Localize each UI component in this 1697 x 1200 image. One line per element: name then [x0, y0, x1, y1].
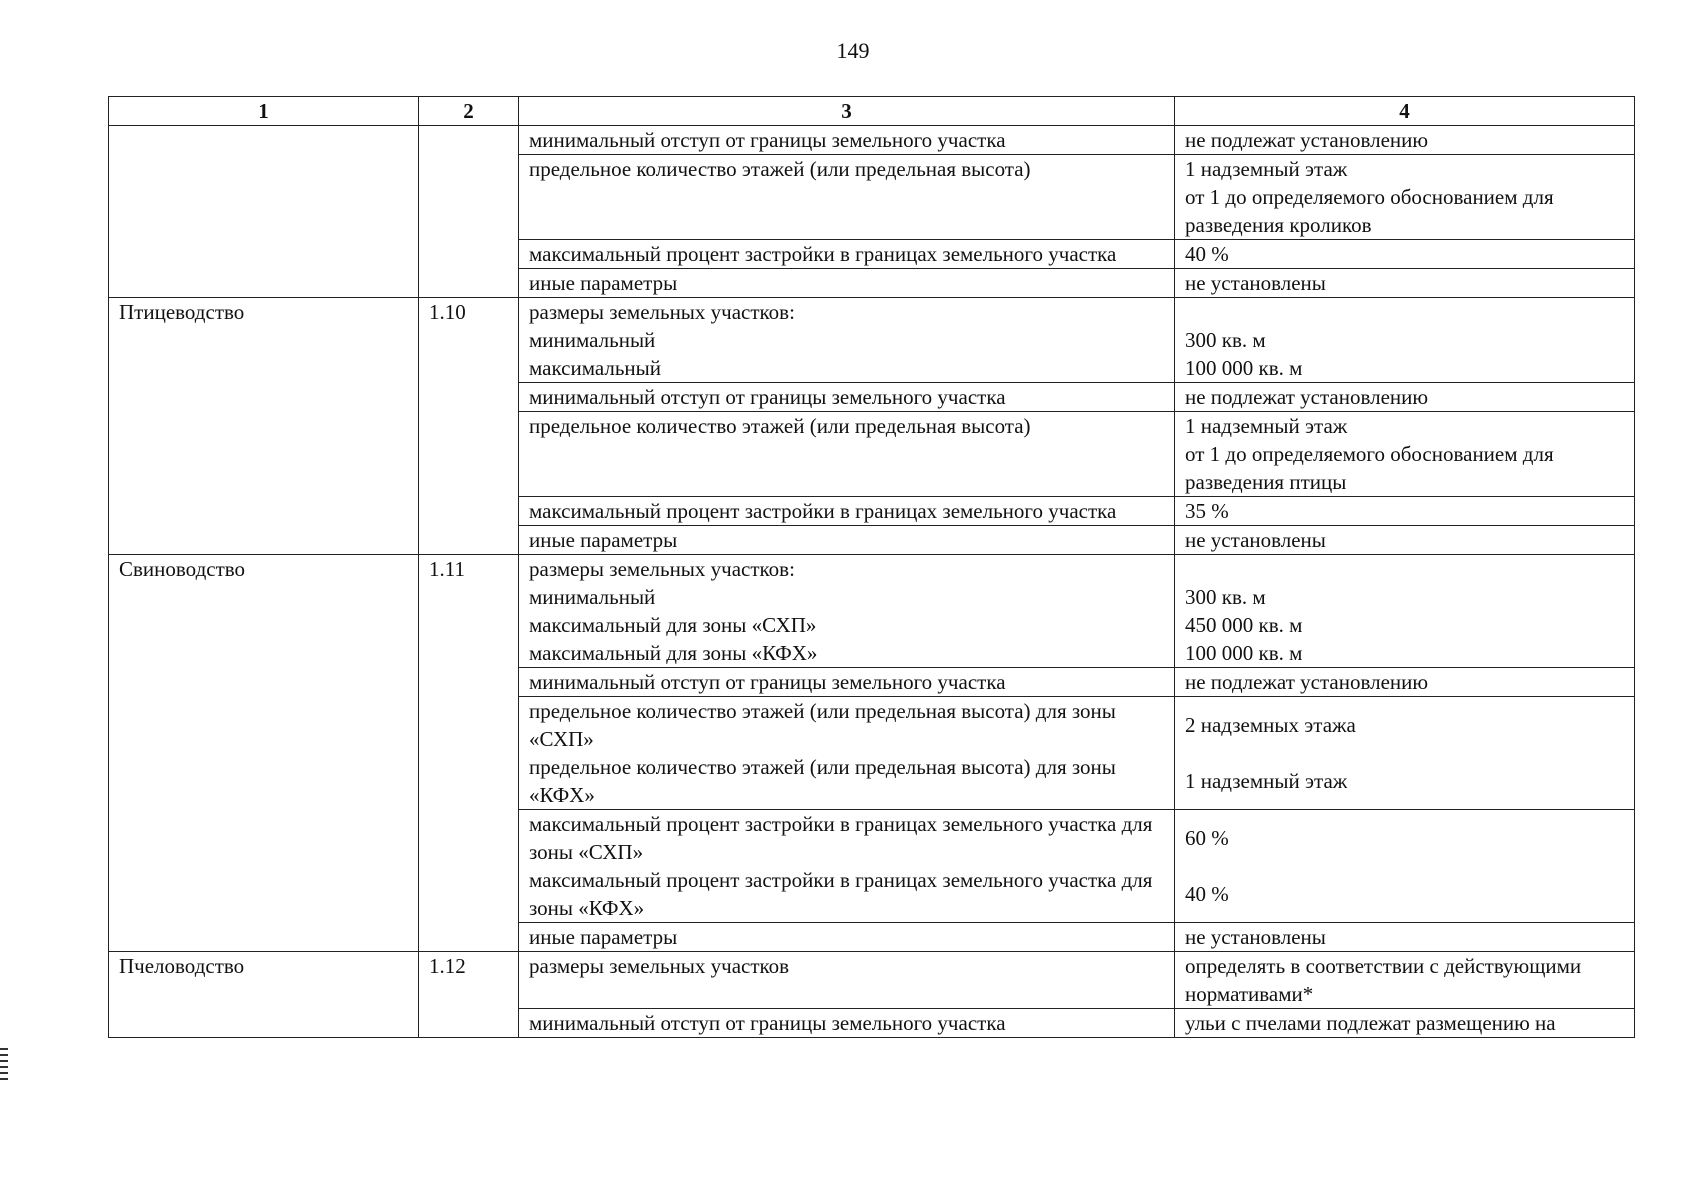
param-cell [519, 1009, 1175, 1038]
param-cell [519, 298, 1175, 383]
param-cell [519, 126, 1175, 155]
value-cell [1175, 697, 1635, 810]
value-text: не подлежат установлению [1185, 128, 1429, 152]
param-text: размеры земельных участков: [529, 557, 795, 581]
value-text: 300 кв. м [1185, 328, 1266, 352]
param-text: минимальный отступ от границы земельного участка [529, 1011, 1006, 1035]
value-text: 450 000 кв. м [1185, 613, 1303, 637]
param-text: предельное количество этажей (или предельная высота) для зоны «КФХ» [529, 755, 1116, 807]
value-cell [1175, 269, 1635, 298]
param-text: максимальный процент застройки в границах земельного участка для зоны «СХП» [529, 812, 1153, 864]
param-text: максимальный для зоны «КФХ» [529, 641, 818, 665]
value-cell [1175, 155, 1635, 240]
param-cell [519, 412, 1175, 497]
header-col-3: 3 [519, 97, 1175, 126]
land-use-code: 1.10 [429, 300, 466, 324]
param-text: максимальный процент застройки в границах земельного участка [529, 499, 1117, 523]
scan-margin-marks [0, 1048, 10, 1178]
param-cell [519, 668, 1175, 697]
table-row [109, 555, 1635, 668]
param-text: иные параметры [529, 528, 678, 552]
regulations-table [108, 96, 1635, 1038]
param-text: максимальный для зоны «СХП» [529, 613, 817, 637]
value-text: 1 надземный этаж [1185, 414, 1348, 438]
value-text: 35 % [1185, 499, 1229, 523]
land-use-name: Птицеводство [119, 300, 245, 324]
value-text: не установлены [1185, 271, 1326, 295]
value-cell [1175, 952, 1635, 1009]
param-text: максимальный процент застройки в границах земельного участка [529, 242, 1117, 266]
value-text: 40 % [1185, 242, 1229, 266]
value-cell [1175, 497, 1635, 526]
value-text: 1 надземный этаж [1185, 769, 1348, 793]
param-cell [519, 923, 1175, 952]
value-text: не установлены [1185, 925, 1326, 949]
value-cell [1175, 923, 1635, 952]
value-text: определять в соответствии с действующими нормативами* [1185, 954, 1582, 1006]
land-use-name-cell [109, 298, 419, 555]
param-text: предельное количество этажей (или предельная высота) [529, 414, 1031, 438]
param-text: размеры земельных участков [529, 954, 790, 978]
value-cell [1175, 126, 1635, 155]
param-cell [519, 952, 1175, 1009]
land-use-code-cell [419, 298, 519, 555]
param-cell [519, 383, 1175, 412]
param-text: минимальный отступ от границы земельного участка [529, 128, 1006, 152]
table-row [109, 126, 1635, 155]
value-cell [1175, 526, 1635, 555]
param-cell [519, 810, 1175, 923]
value-cell [1175, 240, 1635, 269]
land-use-name-cell [109, 952, 419, 1038]
header-col-2: 2 [419, 97, 519, 126]
param-text: минимальный [529, 328, 656, 352]
param-text: максимальный [529, 356, 661, 380]
param-cell [519, 526, 1175, 555]
table-row [109, 952, 1635, 1009]
param-text: предельное количество этажей (или предельная высота) для зоны «СХП» [529, 699, 1116, 751]
param-text: размеры земельных участков: [529, 300, 795, 324]
table-row [109, 298, 1635, 383]
param-text: иные параметры [529, 271, 678, 295]
value-cell [1175, 555, 1635, 668]
land-use-name: Свиноводство [119, 557, 246, 581]
value-cell [1175, 412, 1635, 497]
value-cell [1175, 383, 1635, 412]
value-text: 100 000 кв. м [1185, 641, 1303, 665]
value-text: не подлежат установлению [1185, 670, 1429, 694]
header-col-4: 4 [1175, 97, 1635, 126]
value-text: от 1 до определяемого обоснованием для разведения кроликов [1185, 185, 1554, 237]
value-text: 40 % [1185, 882, 1229, 906]
value-text: ульи с пчелами подлежат размещению на [1185, 1011, 1556, 1035]
param-cell [519, 555, 1175, 668]
value-text: 2 надземных этажа [1185, 713, 1356, 737]
land-use-name-cell [109, 555, 419, 952]
land-use-code-cell [419, 555, 519, 952]
land-use-name: Пчеловодство [119, 954, 245, 978]
value-text: 60 % [1185, 826, 1229, 850]
param-cell [519, 240, 1175, 269]
param-text: максимальный процент застройки в границах земельного участка для зоны «КФХ» [529, 868, 1153, 920]
param-text: минимальный отступ от границы земельного участка [529, 385, 1006, 409]
param-text: минимальный [529, 585, 656, 609]
value-text: 300 кв. м [1185, 585, 1266, 609]
param-cell [519, 697, 1175, 810]
value-text: от 1 до определяемого обоснованием для разведения птицы [1185, 442, 1554, 494]
land-use-code: 1.11 [429, 557, 465, 581]
land-use-name-cell [109, 126, 419, 298]
header-row [109, 97, 1635, 126]
param-text: иные параметры [529, 925, 678, 949]
header-col-1: 1 [109, 97, 419, 126]
page-number: 149 [836, 38, 870, 63]
value-cell [1175, 1009, 1635, 1038]
param-text: минимальный отступ от границы земельного участка [529, 670, 1006, 694]
value-text: 100 000 кв. м [1185, 356, 1303, 380]
value-text: 1 надземный этаж [1185, 157, 1348, 181]
param-text: предельное количество этажей (или предельная высота) [529, 157, 1031, 181]
param-cell [519, 497, 1175, 526]
land-use-code-cell [419, 952, 519, 1038]
value-cell [1175, 668, 1635, 697]
land-use-code: 1.12 [429, 954, 466, 978]
value-text: не установлены [1185, 528, 1326, 552]
value-text: не подлежат установлению [1185, 385, 1429, 409]
land-use-code-cell [419, 126, 519, 298]
value-cell [1175, 810, 1635, 923]
param-cell [519, 155, 1175, 240]
param-cell [519, 269, 1175, 298]
value-cell [1175, 298, 1635, 383]
